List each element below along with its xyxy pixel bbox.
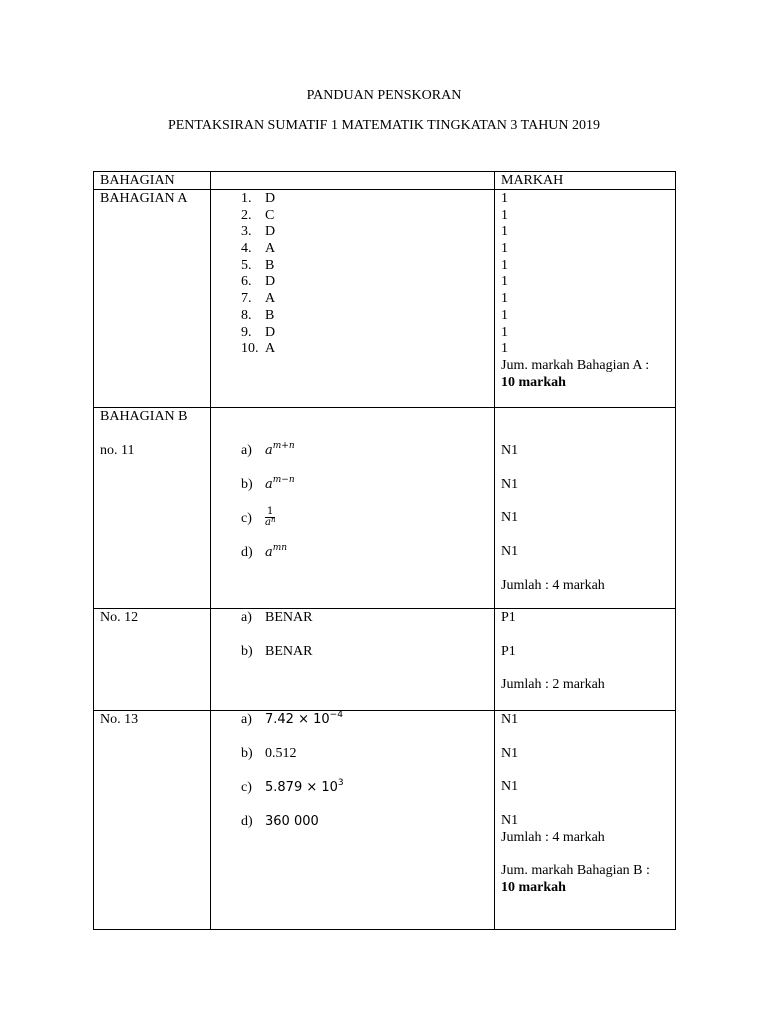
section-b-total-value: 10 markah (501, 880, 566, 896)
section-a-marks (495, 190, 676, 408)
q13-mark-a: N1 (501, 712, 519, 727)
q11-a: a) $a^{m+n}$ (241, 441, 295, 458)
section-a-answers (211, 190, 495, 408)
q11-label: no. 11 (100, 442, 135, 458)
answer-number: 7. (241, 291, 252, 307)
q11-mark-a: N1 (501, 443, 519, 458)
answer-letter: A (265, 341, 276, 357)
section-a-label: BAHAGIAN A (94, 190, 211, 408)
header-empty (211, 172, 495, 190)
q12-b: b) BENAR (241, 644, 313, 659)
mark-value: 1 (501, 241, 508, 257)
mark-value: 1 (501, 274, 508, 290)
answer-number: 8. (241, 307, 252, 323)
document-subtitle: PENTAKSIRAN SUMATIF 1 MATEMATIK TINGKATAN 3 TAHUN 2019 (167, 118, 601, 133)
q11-c: c) $\frac{1}{a^n}$ (241, 506, 276, 528)
answer-number: 1. (241, 191, 252, 206)
q13-answers (211, 711, 495, 930)
answer-item (241, 240, 488, 257)
q12-label: No. 12 (94, 609, 211, 711)
answer-letter: C (265, 207, 275, 223)
mark-value: 1 (501, 191, 508, 206)
answer-item (241, 290, 488, 307)
document-title: PANDUAN PENSKORAN (306, 88, 462, 103)
answer-number: 5. (241, 257, 252, 273)
q11-answers (211, 408, 495, 609)
answer-item (241, 207, 488, 224)
answer-letter: B (265, 257, 275, 273)
q13-d: d) 360 000 (241, 814, 319, 829)
q13-marks (495, 711, 676, 930)
answer-letter: D (265, 324, 276, 340)
mark-value: 1 (501, 224, 508, 240)
q11-marks (495, 408, 676, 609)
q13-row (94, 711, 676, 930)
answer-item (241, 223, 488, 240)
answer-item (241, 273, 488, 290)
q13-total: Jumlah : 4 markah (501, 829, 605, 845)
answer-letter: B (265, 307, 275, 323)
answer-number: 6. (241, 274, 252, 290)
q12-row (94, 609, 676, 711)
mark-value: 1 (501, 207, 508, 223)
q13-c: c) $5.879 \times 10^3$ (241, 778, 344, 795)
section-b-total-label: Jum. markah Bahagian B : (501, 863, 650, 879)
q12-a: a) BENAR (241, 610, 313, 625)
mark-value: 1 (501, 291, 508, 307)
mark-value: 1 (501, 324, 508, 340)
section-b-label: BAHAGIAN B (100, 409, 188, 424)
answer-letter: A (265, 241, 276, 257)
q11-total: Jumlah : 4 markah (501, 577, 605, 593)
answer-letter: D (265, 274, 276, 290)
answer-item (241, 324, 488, 341)
section-a-total-label: Jum. markah Bahagian A : (501, 357, 650, 373)
section-a-total-value: 10 markah (501, 374, 566, 390)
answer-letter: D (265, 191, 276, 206)
q11-d: d) $a^{mn}$ (241, 543, 288, 560)
q11-b: b) $a^{m-n}$ (241, 475, 295, 492)
q12-mark-b: P1 (501, 643, 516, 659)
answer-item (241, 307, 488, 324)
q13-a: a) $7.42 \times 10^{-4}$ (241, 710, 343, 727)
q11-mark-b: N1 (501, 476, 519, 492)
answer-item (241, 257, 488, 274)
answer-number: 2. (241, 207, 252, 223)
q12-answers (211, 609, 495, 711)
table-header-row (94, 172, 676, 190)
q13-label: No. 13 (94, 711, 211, 930)
answer-number: 9. (241, 324, 252, 340)
q12-marks (495, 609, 676, 711)
header-markah: MARKAH (495, 172, 676, 190)
mark-value: 1 (501, 257, 508, 273)
q12-mark-a: P1 (501, 610, 516, 625)
q11-mark-c: N1 (501, 510, 519, 526)
q13-b: b) 0.512 (241, 746, 297, 761)
q13-mark-d: N1 (501, 813, 519, 829)
header-bahagian: BAHAGIAN (94, 172, 211, 190)
section-a-row (94, 190, 676, 408)
mark-value: 1 (501, 307, 508, 323)
mark-value: 1 (501, 341, 508, 357)
answer-item (241, 190, 488, 207)
marking-scheme-table (93, 171, 676, 930)
answer-number: 3. (241, 224, 252, 240)
q11-mark-d: N1 (501, 544, 519, 560)
q12-total: Jumlah : 2 markah (501, 677, 605, 693)
answer-letter: A (265, 291, 276, 307)
answer-letter: D (265, 224, 276, 240)
q11-label-cell (94, 408, 211, 609)
q13-mark-c: N1 (501, 779, 519, 795)
answer-number: 10. (241, 341, 259, 357)
answer-item (241, 340, 488, 357)
answer-number: 4. (241, 241, 252, 257)
q11-row (94, 408, 676, 609)
q13-mark-b: N1 (501, 745, 519, 761)
